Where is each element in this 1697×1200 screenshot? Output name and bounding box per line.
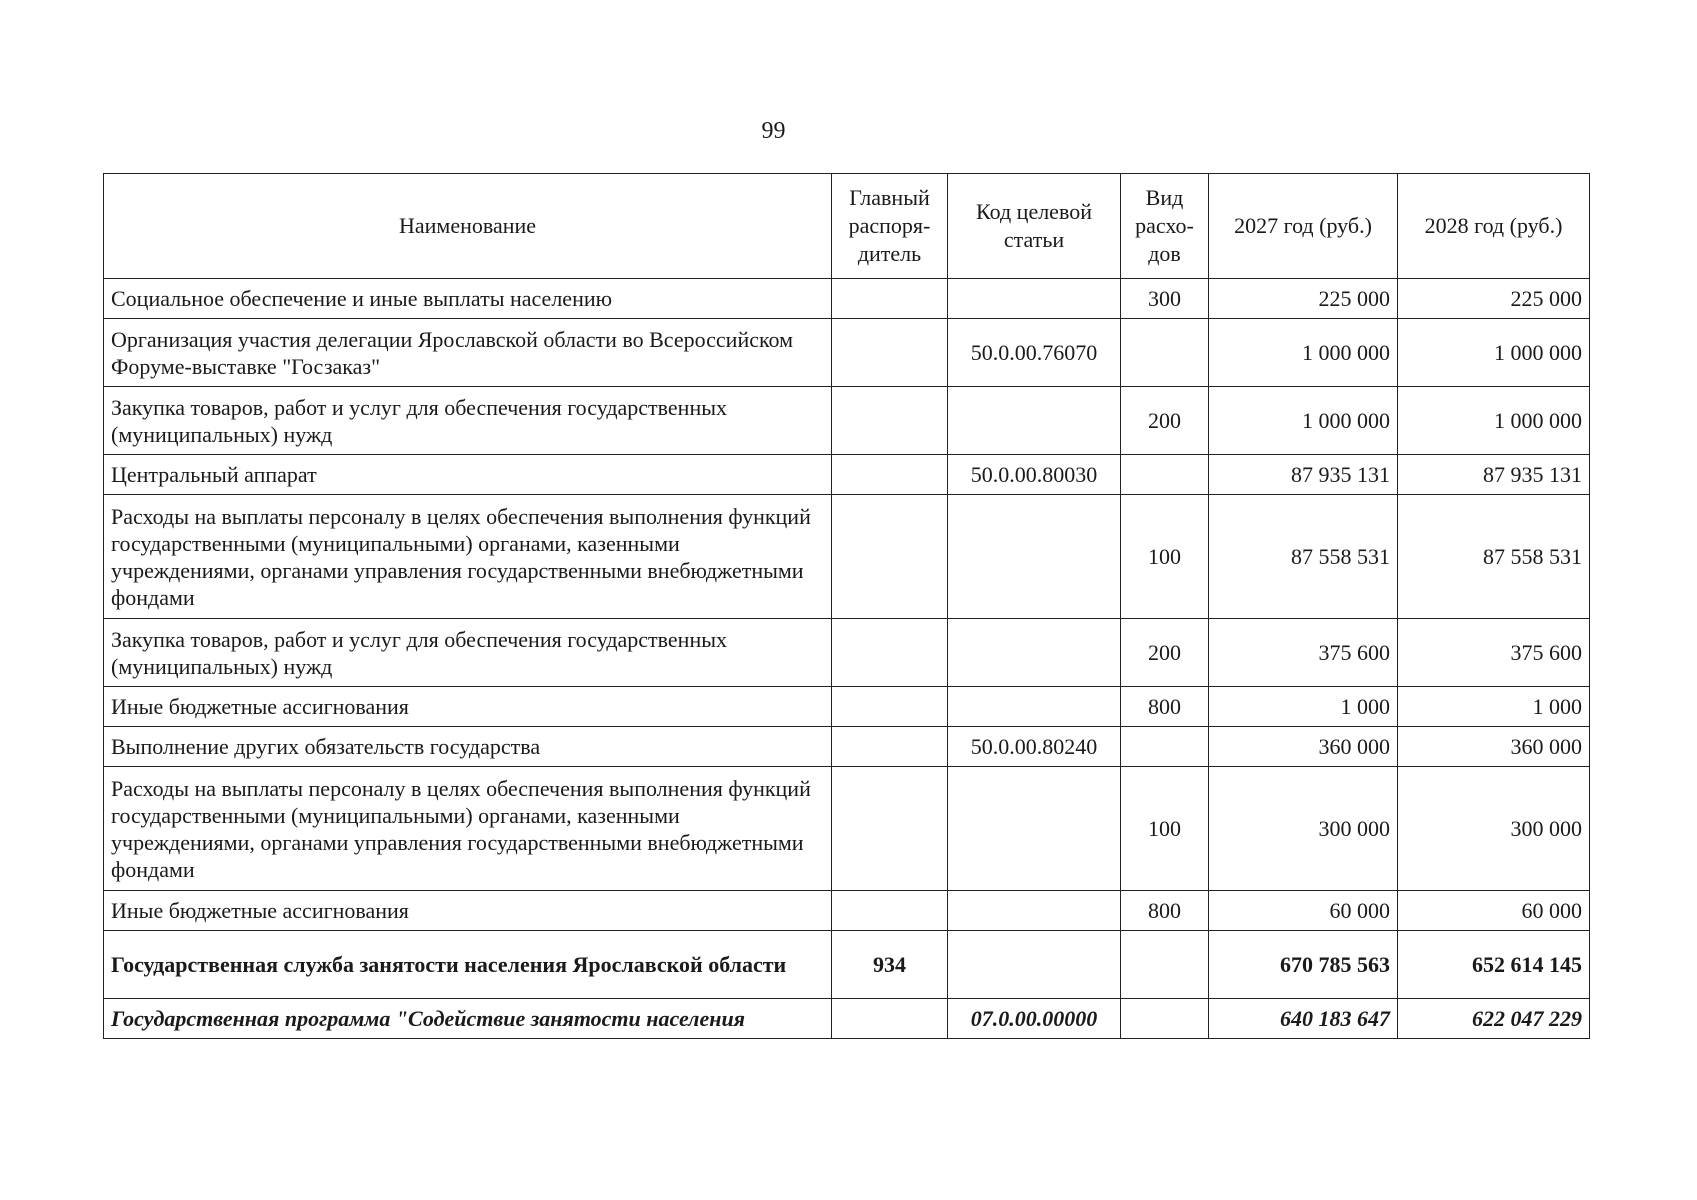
cell-name: Государственная программа "Содействие занятости населения [104,999,832,1039]
header-2028: 2028 год (руб.) [1398,174,1590,279]
cell-code: 50.0.00.80030 [948,455,1121,495]
table-row [104,387,1590,455]
table-row-total [104,931,1590,999]
cell-name: Выполнение других обязательств государства [104,727,832,767]
cell-manager [832,767,948,891]
cell-type [1121,999,1209,1039]
cell-2027: 375 600 [1209,619,1398,687]
cell-2028: 60 000 [1398,891,1590,931]
cell-code: 50.0.00.80240 [948,727,1121,767]
cell-2027: 225 000 [1209,279,1398,319]
cell-type: 100 [1121,495,1209,619]
header-code: Код целевой статьи [948,174,1121,279]
header-2027: 2027 год (руб.) [1209,174,1398,279]
cell-manager [832,619,948,687]
cell-code [948,279,1121,319]
cell-manager [832,891,948,931]
table-row [104,279,1590,319]
cell-type: 100 [1121,767,1209,891]
cell-2028: 1 000 000 [1398,387,1590,455]
table-row-program [104,999,1590,1039]
cell-type [1121,727,1209,767]
cell-name: Центральный аппарат [104,455,832,495]
cell-name: Социальное обеспечение и иные выплаты населению [104,279,832,319]
cell-code [948,931,1121,999]
cell-manager [832,727,948,767]
cell-type [1121,931,1209,999]
cell-2028: 375 600 [1398,619,1590,687]
cell-2027: 60 000 [1209,891,1398,931]
table-row [104,619,1590,687]
cell-manager [832,495,948,619]
table-row [104,891,1590,931]
cell-code [948,495,1121,619]
cell-name: Иные бюджетные ассигнования [104,891,832,931]
cell-code [948,619,1121,687]
cell-2027: 1 000 [1209,687,1398,727]
table-row [104,495,1590,619]
header-name: Наименование [104,174,832,279]
cell-name: Иные бюджетные ассигнования [104,687,832,727]
cell-2028: 652 614 145 [1398,931,1590,999]
cell-2027: 670 785 563 [1209,931,1398,999]
budget-table [103,173,1590,1039]
cell-type: 300 [1121,279,1209,319]
cell-2028: 1 000 [1398,687,1590,727]
cell-2028: 87 935 131 [1398,455,1590,495]
cell-manager [832,687,948,727]
table-row [104,687,1590,727]
cell-2027: 300 000 [1209,767,1398,891]
table-row [104,319,1590,387]
cell-manager: 934 [832,931,948,999]
cell-2027: 640 183 647 [1209,999,1398,1039]
cell-name: Расходы на выплаты персоналу в целях обеспечения выполнения функций государственными (муниципальными) органами, казенными учреждениями, органами управления государственными внебюджетными фондами [104,767,832,891]
cell-name: Расходы на выплаты персоналу в целях обеспечения выполнения функций государственными (муниципальными) органами, казенными учреждениями, органами управления государственными внебюджетными фондами [104,495,832,619]
cell-type: 800 [1121,891,1209,931]
cell-2028: 300 000 [1398,767,1590,891]
table-row [104,727,1590,767]
cell-2027: 1 000 000 [1209,387,1398,455]
cell-name: Закупка товаров, работ и услуг для обеспечения государственных (муниципальных) нужд [104,387,832,455]
cell-2027: 360 000 [1209,727,1398,767]
cell-2028: 360 000 [1398,727,1590,767]
cell-2028: 225 000 [1398,279,1590,319]
table-header-row [104,174,1590,279]
cell-name: Государственная служба занятости населения Ярославской области [104,931,832,999]
header-manager: Главный распоря-дитель [832,174,948,279]
cell-type [1121,455,1209,495]
cell-name: Закупка товаров, работ и услуг для обеспечения государственных (муниципальных) нужд [104,619,832,687]
cell-code: 07.0.00.00000 [948,999,1121,1039]
cell-manager [832,455,948,495]
cell-2027: 87 935 131 [1209,455,1398,495]
table-row [104,767,1590,891]
cell-2028: 622 047 229 [1398,999,1590,1039]
cell-2028: 87 558 531 [1398,495,1590,619]
cell-type: 200 [1121,619,1209,687]
cell-code [948,387,1121,455]
cell-type: 800 [1121,687,1209,727]
page-number: 99 [761,118,786,144]
cell-2027: 1 000 000 [1209,319,1398,387]
cell-code [948,687,1121,727]
cell-type: 200 [1121,387,1209,455]
cell-2027: 87 558 531 [1209,495,1398,619]
cell-name: Организация участия делегации Ярославской области во Всероссийском Форуме-выставке "Госзаказ" [104,319,832,387]
cell-type [1121,319,1209,387]
cell-manager [832,279,948,319]
cell-code: 50.0.00.76070 [948,319,1121,387]
cell-manager [832,387,948,455]
cell-code [948,767,1121,891]
cell-code [948,891,1121,931]
table-row [104,455,1590,495]
cell-2028: 1 000 000 [1398,319,1590,387]
cell-manager [832,319,948,387]
cell-manager [832,999,948,1039]
header-type: Вид расхо-дов [1121,174,1209,279]
